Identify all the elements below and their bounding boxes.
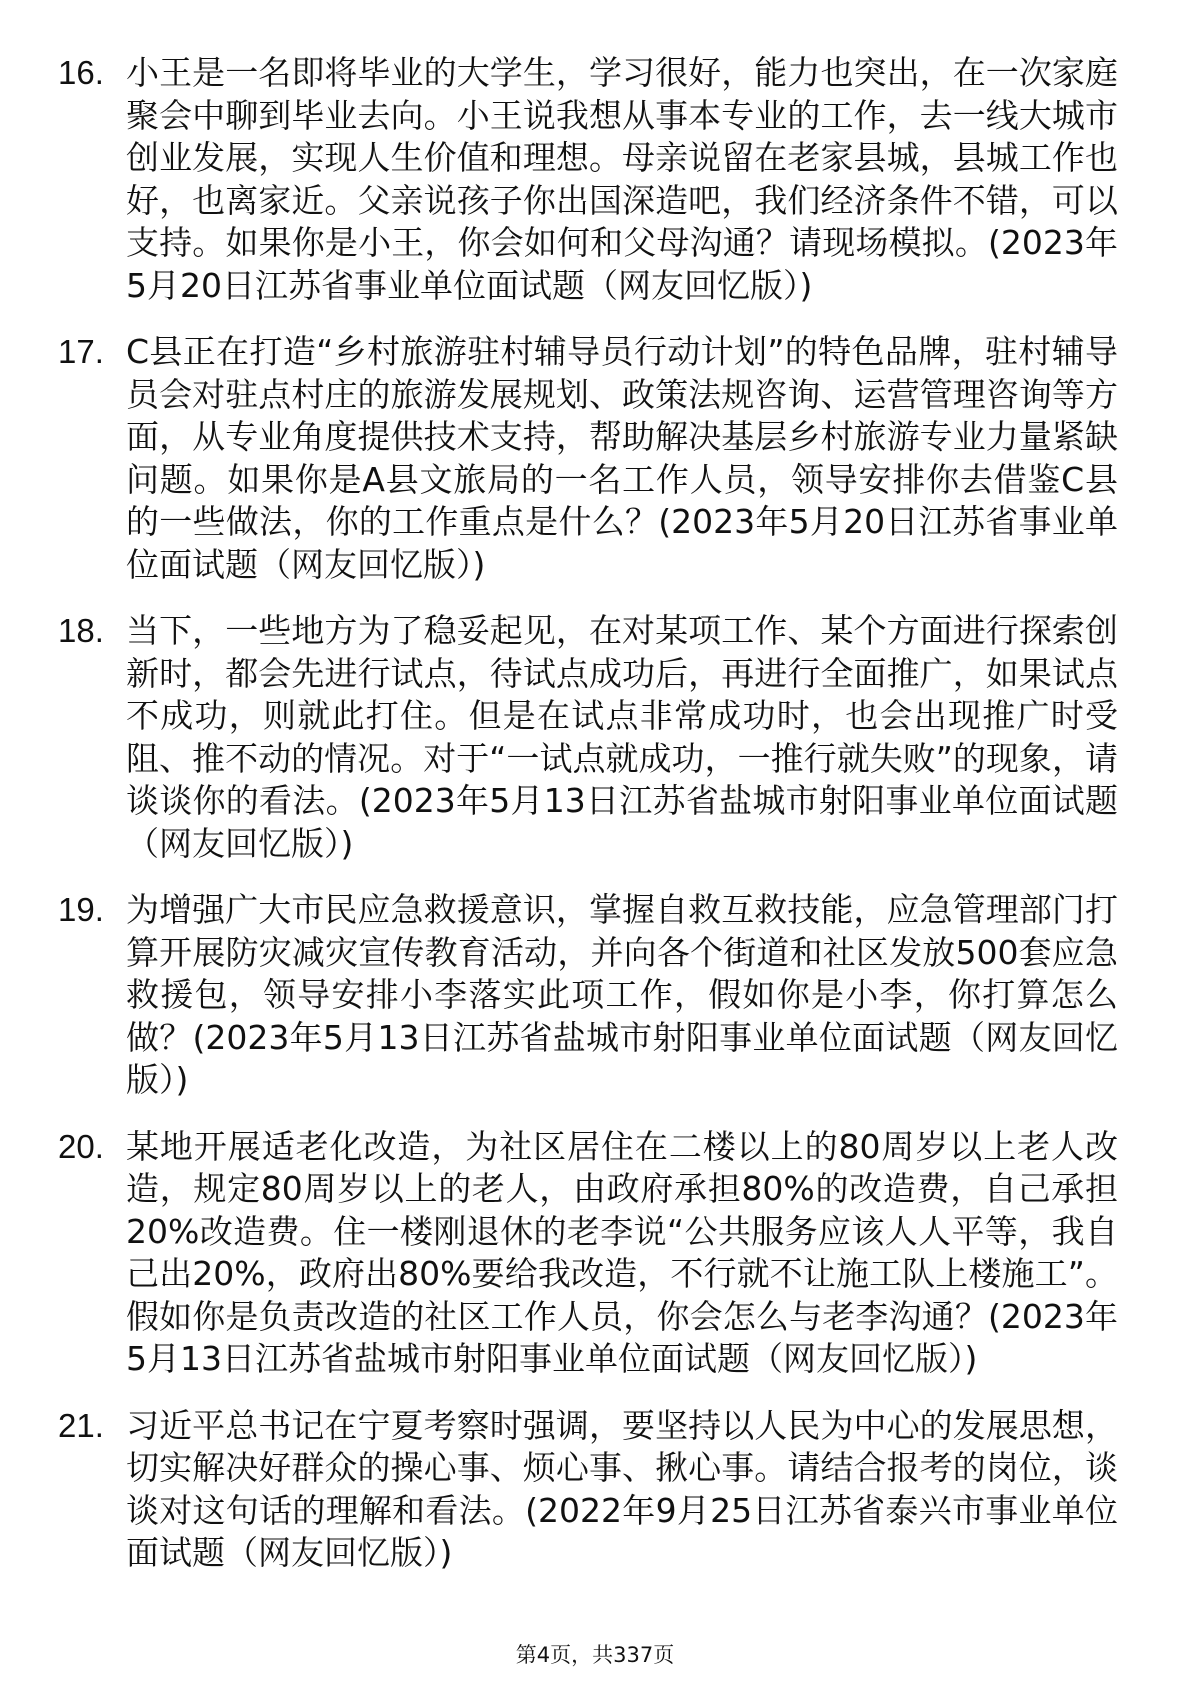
question-number: 16. bbox=[58, 54, 104, 91]
question-text: C县正在打造“乡村旅游驻村辅导员行动计划”的特色品牌，驻村辅导员会对驻点村庄的旅游发展规划、政策法规咨询、运营管理咨询等方面，从专业角度提供技术支持，帮助解决基层乡村旅游专业力量紧缺问题。如果你是A县文旅局的一名工作人员，领导安排你去借鉴C县的一些做法，你的工作重点是什么？(2023年5月20日江苏省事业单位面试题（网友回忆版）) bbox=[126, 332, 1118, 584]
question-number: 17. bbox=[58, 333, 104, 370]
question-item bbox=[58, 610, 1118, 865]
question-text: 小王是一名即将毕业的大学生，学习很好，能力也突出，在一次家庭聚会中聊到毕业去向。小王说我想从事本专业的工作，去一线大城市创业发展，实现人生价值和理想。母亲说留在老家县城，县城工作也好，也离家近。父亲说孩子你出国深造吧，我们经济条件不错，可以支持。如果你是小王，你会如何和父母沟通？请现场模拟。(2023年5月20日江苏省事业单位面试题（网友回忆版）) bbox=[126, 53, 1118, 305]
question-list bbox=[58, 52, 1118, 1599]
question-number: 19. bbox=[58, 891, 104, 928]
question-text: 为增强广大市民应急救援意识，掌握自救互救技能，应急管理部门打算开展防灾减灾宣传教育活动，并向各个街道和社区发放500套应急救援包，领导安排小李落实此项工作，假如你是小李，你打算怎么做？(2023年5月13日江苏省盐城市射阳事业单位面试题（网友回忆版）) bbox=[126, 890, 1118, 1099]
question-number: 18. bbox=[58, 612, 104, 649]
question-item bbox=[58, 52, 1118, 307]
question-text: 某地开展适老化改造，为社区居住在二楼以上的80周岁以上老人改造，规定80周岁以上的老人，由政府承担80%的改造费，自己承担20%改造费。住一楼刚退休的老李说“公共服务应该人人平等，我自己出20%，政府出80%要给我改造，不行就不让施工队上楼施工”。假如你是负责改造的社区工作人员，你会怎么与老李沟通？(2023年5月13日江苏省盐城市射阳事业单位面试题（网友回忆版）) bbox=[126, 1126, 1118, 1378]
question-number: 20. bbox=[58, 1127, 104, 1165]
page-number: 第4页，共337页 bbox=[515, 1643, 675, 1667]
question-item bbox=[58, 889, 1118, 1102]
question-text: 当下，一些地方为了稳妥起见，在对某项工作、某个方面进行探索创新时，都会先进行试点，待试点成功后，再进行全面推广，如果试点不成功，则就此打住。但是在试点非常成功时，也会出现推广时受阻、推不动的情况。对于“一试点就成功，一推行就失败”的现象，请谈谈你的看法。(2023年5月13日江苏省盐城市射阳事业单位面试题（网友回忆版）) bbox=[126, 611, 1118, 863]
question-item bbox=[58, 331, 1118, 586]
question-text: 习近平总书记在宁夏考察时强调，要坚持以人民为中心的发展思想，切实解决好群众的操心事、烦心事、揪心事。请结合报考的岗位，谈谈对这句话的理解和看法。(2022年9月25日江苏省泰兴市事业单位面试题（网友回忆版）) bbox=[126, 1405, 1118, 1572]
question-item bbox=[58, 1405, 1118, 1575]
page-footer bbox=[0, 1641, 1190, 1669]
question-item bbox=[58, 1126, 1118, 1381]
question-number: 21. bbox=[58, 1406, 104, 1444]
